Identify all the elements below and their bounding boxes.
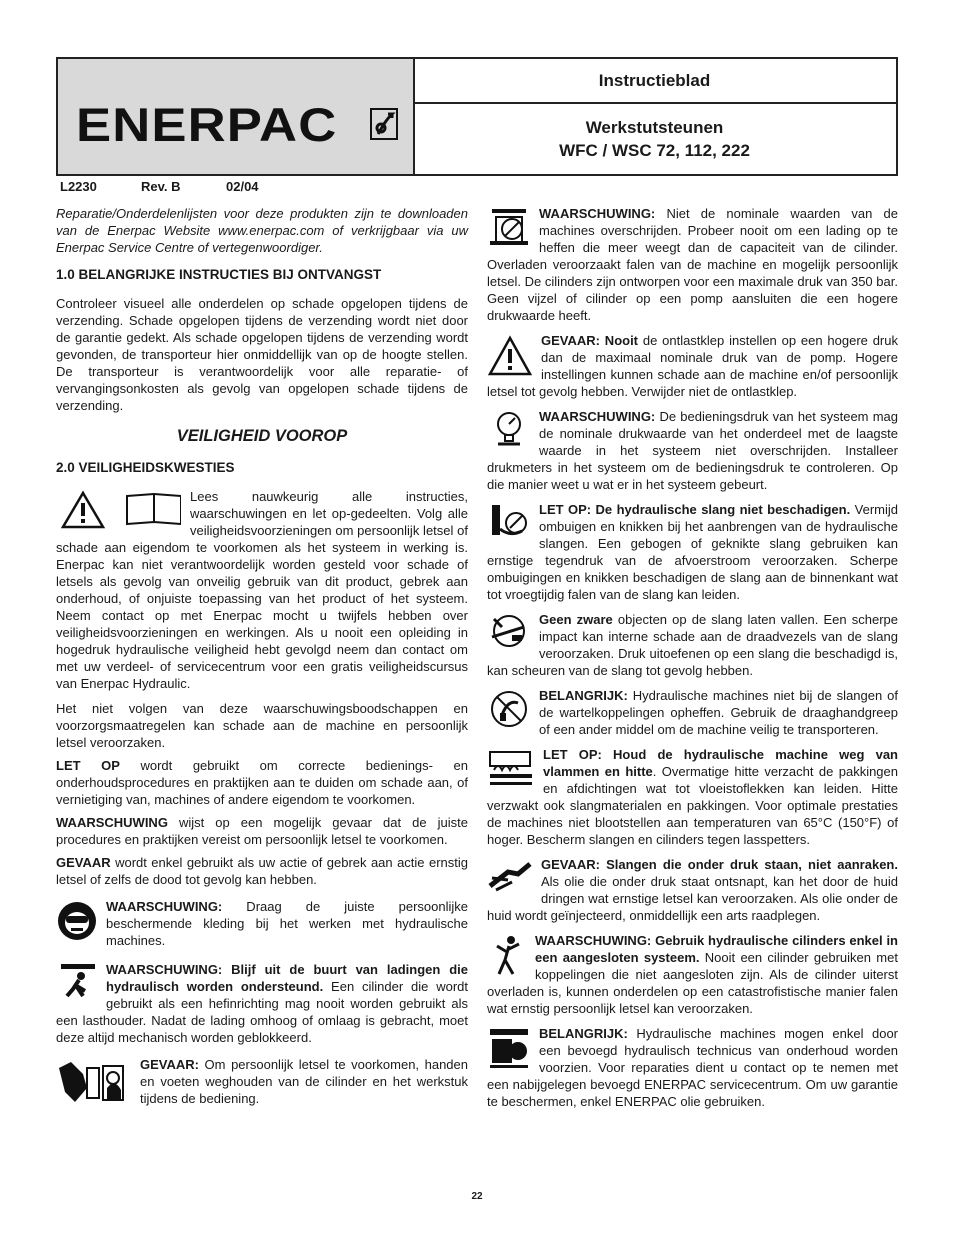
enerpac-logo: ENERPAC [76, 98, 338, 151]
gevaar-text: wordt enkel gebruikt als uw actie of gebrek aan actie ernstig letsel of zelfs de dood tot gevolg kan hebben. [56, 855, 468, 887]
important-service-text [487, 1025, 898, 1110]
title-panel [413, 59, 896, 174]
warning-triangle-icon [487, 334, 533, 378]
pressure-gauge-icon [487, 410, 531, 450]
warning-ratings-block [487, 205, 898, 324]
warning-ratings-text [487, 205, 898, 324]
oil-injection-icon [487, 858, 533, 892]
warning-ratings-label: WAARSCHUWING: [539, 206, 656, 221]
paragraph-receipt: Controleer visueel alle onderdelen op schade opgelopen tijdens de verzending. Schade opgelopen tijdens de verzending wordt niet door de garantie gedekt. Als schade opgelopen tijdens de verzending wordt gevonden, de transporteur hier onmiddellijk van op de hoogte stellen. De transporteur is verantwoordelijk voor alle reparatie- of vervangingsonkosten als gevolg van opgelopen schade tijdens de verzending. [56, 296, 468, 413]
section-heading-1: 1.0 BELANGRIJKE INSTRUCTIES BIJ ONTVANGST [56, 267, 382, 282]
page-number: 22 [471, 1191, 483, 1202]
right-column [487, 205, 898, 1118]
caution-hose-block [487, 501, 898, 603]
warning-connected-label: WAARSCHUWING: Gebruik hydraulische cilinders enkel in een aangesloten systeem. [535, 933, 898, 965]
paragraph-gevaar [56, 854, 468, 888]
heavy-objects-body: objecten op de slang laten vallen. Een scherpe impact kan interne schade aan de draadvezels van de slang veroorzaken. Druk uitoefenen op een slang die beschadigd is, kan scheuren van de slang tot gevolg hebben. [487, 612, 898, 678]
heavy-object-icon [487, 613, 531, 649]
caution-heat-body: . Overmatige hitte verzacht de pakkingen en afdichtingen wat tot vloeistoflekken kan leiden. Hitte verzwakt ook slangmaterialen en pakkingen. Voor optimale prestaties de machines niet blootstellen aan temperaturen van 65°C (150°F) of hoger. Bescherm slangen en cilinders tegen lasspetters. [487, 764, 899, 847]
section-heading-2: 2.0 VEILIGHEIDSKWESTIES [56, 460, 235, 475]
warning-connected-text [487, 932, 898, 1017]
warning-load-text [56, 961, 468, 1046]
danger-pressurized-text [487, 856, 898, 924]
important-service-block [487, 1025, 898, 1110]
warning-load-label: WAARSCHUWING: Blijf uit de buurt van ladingen die hydraulisch worden ondersteund. [106, 962, 468, 994]
doc-rev: Rev. B [141, 179, 181, 194]
intro-text: Reparatie/Onderdelenlijsten voor deze produkten zijn te downloaden van de Enerpac Website www.enerpac.com of verkrijgbaar via uw Enerpac Service Centre of vertegenwoordiger. [56, 206, 468, 255]
doc-title: Instructieblad [413, 59, 896, 104]
doc-date: 02/04 [226, 179, 259, 194]
warning-gauge-text [487, 408, 898, 493]
caution-heat-text [487, 746, 898, 848]
warning-book-icon [60, 490, 182, 530]
let-op-text: wordt gebruikt om correcte bedienings- en onderhoudsprocedures en praktijken aan te duiden om schade aan, of vernietiging van, machines of andere eigendom te voorkomen. [56, 758, 469, 807]
warning-ratings-body: Niet de nominale waarden van de machines overschrijden. Probeer nooit om een lading op te heffen die meer weegt dan de capaciteit van de cilinder. Overladen veroorzaakt falen van de machine en mogelijk persoonlijk letsel. De cilinders zijn ontworpen voor een maximale druk van 350 bar. Geen vijzel of cilinder op een pomp aansluiten die een hogere drukwaarde heeft. [487, 206, 898, 323]
danger-relief-label: GEVAAR: Nooit [541, 333, 639, 348]
heavy-objects-block [487, 611, 898, 679]
caution-heat-label: LET OP: Houd de hydraulische machine weg van vlammen en hitte [543, 747, 898, 779]
warning-ppe-text [56, 898, 468, 949]
caution-heat-block [487, 746, 898, 848]
important-lifting-body: Hydraulische machines niet bij de slangen of de wartelkoppelingen opheffen. Gebruik de draaghandgreep of een ander middel om de machine veilig te transporteren. [539, 688, 898, 737]
no-hose-lifting-icon [487, 689, 531, 729]
doc-subtitle [413, 104, 896, 174]
header-box [56, 57, 898, 176]
falling-load-icon [56, 963, 98, 997]
hose-kink-icon [487, 503, 531, 539]
important-service-body: Hydraulische machines mogen enkel door een bevoegd hydraulisch technicus van onderhoud worden voorzien. Voor reparaties dient u contact op te nemen met een nabijgelegen bevoegd ENERPAC servicecentrum. Om uw garantie te beschermen, enkel ENERPAC olie gebruiken. [487, 1026, 898, 1109]
important-lifting-text [487, 687, 898, 738]
warning-ppe-body: Draag de juiste persoonlijke beschermende kleding bij het werken met hydraulische machines. [106, 899, 468, 948]
danger-pressurized-body: Als olie die onder druk staat ontsnapt, kan het door de huid dringen wat ernstige letsel kan veroorzaken. Als olie onder de huid wordt geïnjecteerd, onmiddellijk een arts raadplegen. [487, 874, 898, 923]
enerpac-service-icon [487, 1027, 531, 1069]
doc-info [60, 179, 259, 194]
gevaar-label: GEVAAR [56, 855, 111, 870]
important-service-label: BELANGRIJK: [539, 1026, 628, 1041]
danger-pressurized-label: GEVAAR: Slangen die onder druk staan, niet aanraken. [541, 857, 898, 872]
warning-ppe-label: WAARSCHUWING: [106, 899, 223, 914]
doc-number: L2230 [60, 179, 97, 194]
danger-hands-label: GEVAAR: [140, 1057, 199, 1072]
left-column [56, 205, 468, 1115]
waarschuwing-text: wijst op een mogelijk gevaar dat de juiste procedures en praktijken vereist om persoonlijk letsel te voorkomen. [56, 815, 468, 847]
warning-connected-body: Nooit een cilinder gebruiken met koppelingen die niet aangesloten zijn. Als de cilinder uiterst overladen is, kunnen onderdelen op een catastrofistische manier falen wat ernstig persoonlijk letsel kan veroorzaken. [487, 950, 898, 1016]
protective-gear-icon [56, 900, 98, 942]
paragraph-waarschuwing [56, 814, 468, 848]
paragraph-read-instructions: Lees nauwkeurig alle instructies, waarschuwingen en let op-gedeelten. Volg alle veiligheidsvoorzieningen om persoonlijk letsel of schade aan eigendom te voorkomen als het systeem in werking is. Enerpac kan niet verantwoordelijk worden gesteld voor schade of letsels als gevolg van onveilig gebruik van dit product, gebrek aan onderhoud, of onjuiste toepassing van het product of het systeem. Neem contact op met Enerpac mocht u twijfels hebben over veiligheidsvoorzieningen en werkingen. Als u nooit een opleiding in hogedruk hydraulische veiligheid hebt gevolgd neem dan contact om met uw verdeel- of servicecentrum voor een gratis veiligheidscursus van Enerpac Hydraulic. [56, 489, 468, 691]
warning-gauge-block [487, 408, 898, 493]
person-impact-icon [487, 934, 527, 976]
danger-relief-body: de ontlastklep instellen op een hogere druk dan de maximaal nominale druk van de pomp. Hogere instellingen kunnen schade aan de machine en/of persoonlijk letsel tot gevolg hebben. Verwijder niet de ontlastklep. [487, 333, 898, 399]
safety-intro-block [56, 488, 468, 692]
warning-load-block [56, 961, 468, 1046]
heavy-objects-label: Geen zware [539, 612, 613, 627]
important-lifting-block [487, 687, 898, 738]
paragraph-not-following: Het niet volgen van deze waarschuwingsboodschappen en voorzorgsmaatregelen kan schade aan de machine en persoonlijk letsel veroorzaken. [56, 701, 468, 750]
danger-hands-body: Om persoonlijk letsel te voorkomen, handen en voeten weghouden van de cilinder en het werkstuk tijdens de bediening. [140, 1057, 468, 1106]
enerpac-logo-icon [370, 108, 398, 140]
subtitle-line-1: Werkstutsteunen [585, 118, 724, 137]
warning-connected-block [487, 932, 898, 1017]
paragraph-let-op [56, 757, 468, 808]
danger-relief-text [487, 332, 898, 400]
danger-pressurized-block [487, 856, 898, 924]
caution-hose-label: LET OP: De hydraulische slang niet beschadigen. [539, 502, 851, 517]
logo-panel [58, 59, 415, 174]
waarschuwing-label: WAARSCHUWING [56, 815, 168, 830]
warning-gauge-label: WAARSCHUWING: [539, 409, 656, 424]
warning-gauge-body: De bedieningsdruk van het systeem mag de nominale drukwaarde van het onderdeel met de laagste waarde in het systeem niet overschrijden. Installeer drukmeters in het systeem om de bedieningsdruk te controleren. Op die manier weet u wat er in het systeem gebeurt. [487, 409, 898, 492]
danger-hands-block [56, 1056, 468, 1107]
heavy-objects-text [487, 611, 898, 679]
safety-title: VEILIGHEID VOOROP [176, 427, 348, 445]
warning-load-body: Een cilinder die wordt gebruikt als een hefinrichting mag nooit worden gebruikt als een lasthouder. Nadat de lading omhoog of omlaag is gebracht, moet deze altijd mechanisch worden geblokkeerd. [56, 979, 468, 1045]
important-lifting-label: BELANGRIJK: [539, 688, 628, 703]
warning-ppe-block [56, 898, 468, 949]
caution-hose-body: Vermijd ombuigen en knikken bij het aanbrengen van de hydraulische slangen. Een gebogen of geknikte slang gebruiken kan ernstige tegendruk van de afvoerstroom veroorzaken. Scherpe ombuigingen en knikken beschadigen de slang aan de binnenkant wat tot vroegtijdig falen van de slang kan leiden. [487, 502, 898, 602]
subtitle-line-2: WFC / WSC 72, 112, 222 [559, 141, 750, 160]
let-op-label: LET OP [56, 758, 120, 773]
danger-relief-block [487, 332, 898, 400]
hands-feet-icon [56, 1058, 132, 1104]
flame-heat-icon [487, 748, 535, 788]
overload-icon [487, 207, 531, 247]
caution-hose-text [487, 501, 898, 603]
